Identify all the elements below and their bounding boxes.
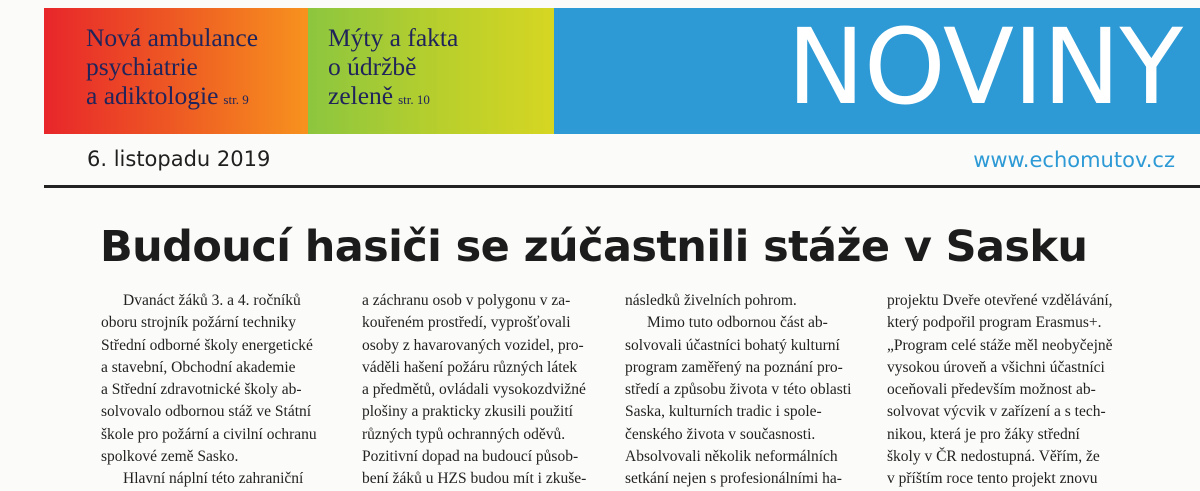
text-line: a Střední zdravotnické školy ab- — [101, 381, 302, 399]
teaser-line: psychiatrie — [86, 52, 198, 81]
text-line: a stavební, Obchodní akademie — [101, 358, 296, 376]
text-line: vysokou úroveň a všichni účastníci — [887, 358, 1105, 376]
text-line: středí a způsobu života v této oblasti — [625, 381, 852, 399]
text-line: solvovat výcvik v zařízení a s tech- — [887, 403, 1106, 421]
article-column-1 — [101, 290, 353, 491]
text-line: oboru strojník požární techniky — [101, 314, 296, 332]
text-line: Střední odborné školy energetické — [101, 336, 313, 354]
text-line: nikou, která je pro žáky střední — [887, 425, 1080, 443]
text-line: „Program celé stáže měl neobyčejně — [887, 336, 1113, 354]
teaser-line — [328, 81, 554, 114]
text-line: oceňovali především možnost ab- — [887, 381, 1096, 399]
page-reference: str. 10 — [398, 92, 430, 107]
article-column-2 — [362, 290, 614, 491]
text-line: a předmětů, ovládali vysokozdvižné — [362, 381, 586, 399]
masthead — [44, 8, 1200, 134]
text-line: škole pro požární a civilní ochranu — [101, 425, 317, 443]
text-line: solvovalo odbornou stáž ve Státní — [101, 403, 312, 421]
newspaper-title: NOVINY — [787, 6, 1182, 128]
article-headline: Budoucí hasiči se zúčastnili stáže v Sasku — [100, 222, 1088, 272]
text-line: kouřeném prostředí, vyprošťovali — [362, 314, 571, 332]
teaser-line: Mýty a fakta — [328, 23, 459, 52]
page-reference: str. 9 — [223, 92, 249, 107]
text-line: plošiny a prakticky zkusili použití — [362, 403, 573, 421]
text-line: a záchranu osob v polygonu v za- — [362, 292, 571, 309]
brand-panel — [554, 8, 1200, 134]
text-line: následků živelních pohrom. — [625, 292, 797, 309]
teaser-line: Nová ambulance — [86, 23, 259, 52]
text-line: Dvanáct žáků 3. a 4. ročníků — [123, 292, 301, 309]
text-line: různých typů ochranných oděvů. — [362, 425, 566, 443]
text-line: školy v ČR nedostupná. Věřím, že — [887, 448, 1100, 466]
website-link[interactable]: www.echomutov.cz — [973, 148, 1175, 172]
teaser-line: o údržbě — [328, 52, 417, 81]
text-line: osoby z havarovaných vozidel, pro- — [362, 336, 584, 354]
text-line: Absolvovali několik neformálních — [625, 448, 838, 466]
text-line: váděli hašení požáru různých látek — [362, 358, 578, 376]
teaser-line-text: a adiktologie — [86, 81, 219, 110]
teaser-line — [86, 81, 308, 114]
text-line: solvovali účastníci bohatý kulturní — [625, 336, 840, 354]
text-line: Saska, kulturních tradic i spole- — [625, 403, 822, 421]
teaser-psychiatry[interactable] — [44, 8, 308, 134]
text-line: Pozitivní dopad na budoucí působ- — [362, 448, 579, 466]
article-column-4 — [887, 290, 1139, 491]
text-line: Hlavní náplní této zahraniční — [123, 470, 304, 488]
issue-date: 6. listopadu 2019 — [87, 147, 271, 171]
text-line: Mimo tuto odbornou část ab- — [647, 314, 828, 332]
teaser-line-text: zeleně — [328, 81, 394, 110]
text-line: projektu Dveře otevřené vzdělávání, — [887, 292, 1113, 309]
text-line: spolkové země Sasko. — [101, 448, 239, 466]
teaser-greenery[interactable] — [308, 8, 554, 134]
text-line: program zaměřený na poznání pro- — [625, 358, 843, 376]
text-line: čenského života v současnosti. — [625, 425, 816, 443]
text-line: setkání nejen s profesionálními ha- — [625, 470, 842, 488]
header-divider — [44, 185, 1200, 188]
article-column-3 — [625, 290, 877, 491]
text-line: v příštím roce tento projekt znovu — [887, 470, 1098, 488]
text-line: bení žáků u HZS budou mít i zkuše- — [362, 470, 587, 488]
text-line: který podpořil program Erasmus+. — [887, 314, 1102, 332]
